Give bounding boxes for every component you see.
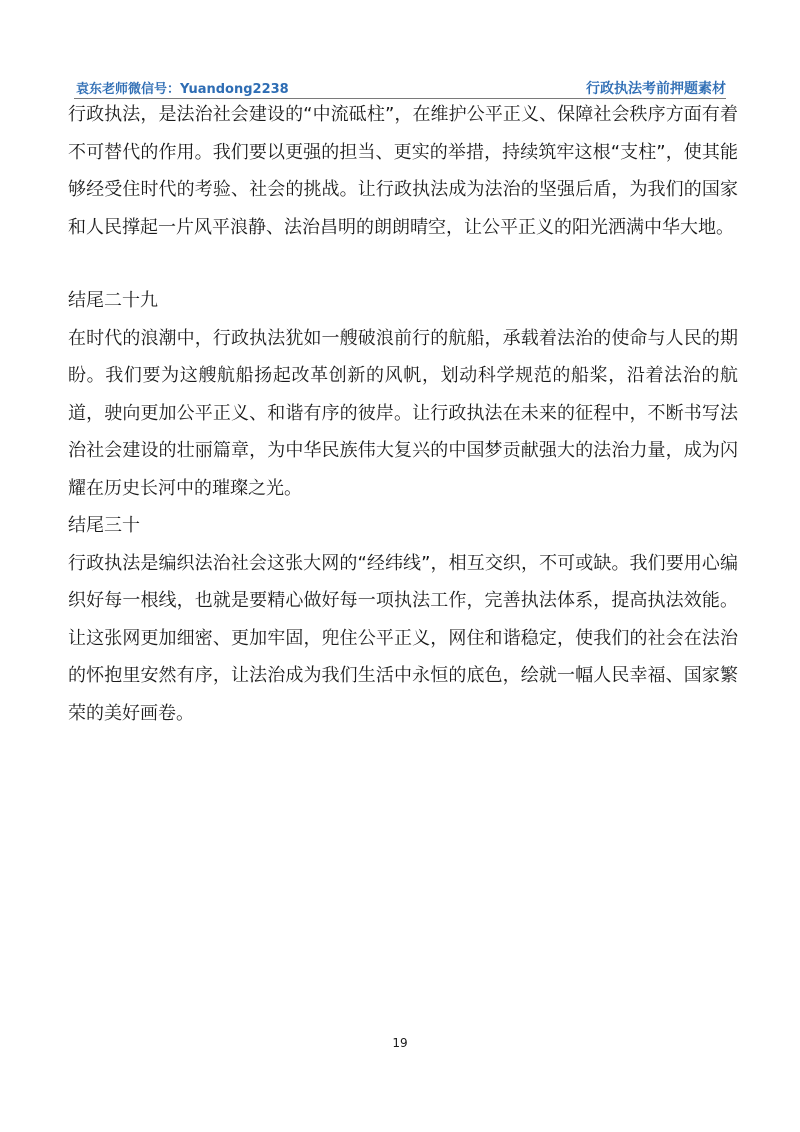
header-contact: 袁东老师微信号：Yuandong2238 — [76, 82, 289, 97]
header-title: 行政执法考前押题素材 — [586, 81, 726, 97]
paragraph-30: 行政执法是编织法治社会这张大网的“经纬线”，相互交织，不可或缺。我们要用心编织好每一根线，也就是要精心做好每一项执法工作，完善执法体系，提高执法效能。让这张网更加细密、更加牢固，兜住公平正义，网住和谐稳定，使我们的社会在法治的怀抱里安然有序，让法治成为我们生活中永恒的底色，绘就一幅人民幸福、国家繁荣的美好画卷。 — [68, 552, 738, 724]
section-heading-29: 结尾二十九 — [68, 290, 158, 311]
paragraph-spacer — [68, 246, 738, 282]
section-heading-30: 结尾三十 — [68, 515, 140, 536]
paragraph-29: 在时代的浪潮中，行政执法犹如一艘破浪前行的航船，承载着法治的使命与人民的期盼。我们要为这艘航船扬起改革创新的风帆，划动科学规范的船桨，沿着法治的航道，驶向更加公平正义、和谐有序的彼岸。让行政执法在未来的征程中，不断书写法治社会建设的壮丽篇章，为中华民族伟大复兴的中国梦贡献强大的法治力量，成为闪耀在历史长河中的璀璨之光。 — [68, 327, 738, 499]
page-number: 19 — [392, 1036, 408, 1050]
paragraph-intro: 行政执法，是法治社会建设的“中流砥柱”，在维护公平正义、保障社会秩序方面有着不可替代的作用。我们要以更强的担当、更实的举措，持续筑牢这根“支柱”，使其能够经受住时代的考验、社会的挑战。让行政执法成为法治的坚强后盾，为我们的国家和人民撑起一片风平浪静、法治昌明的朗朗晴空，让公平正义的阳光洒满中华大地。 — [68, 104, 738, 238]
document-body — [68, 96, 738, 732]
